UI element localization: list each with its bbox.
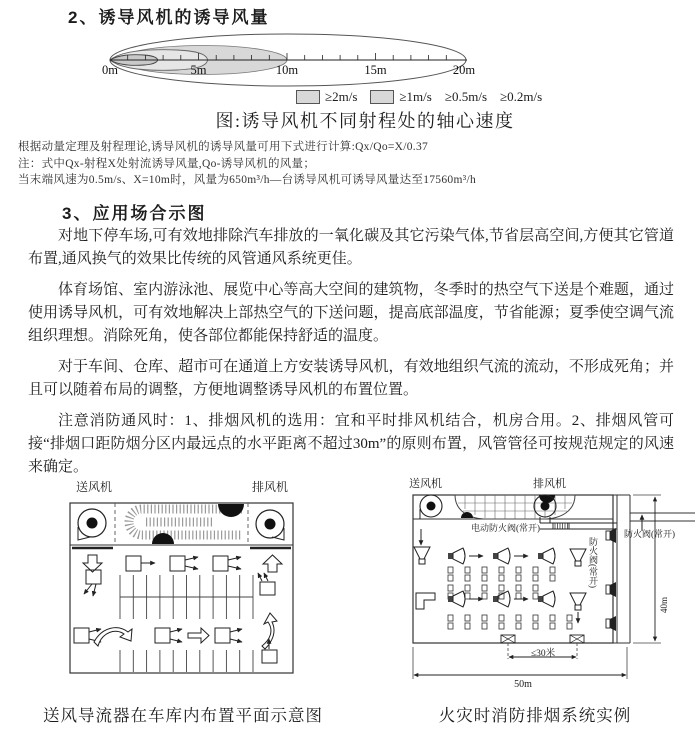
axis-tick-20m: 20m [452,63,476,77]
section2-heading: 2、诱导风机的诱导风量 [68,8,270,27]
air-distribution-grid [455,495,575,519]
gray-swatch-icon [370,90,394,104]
legend-item [500,89,542,105]
hollow-up-arrow-icon [263,555,282,572]
electric-fire-damper-icon [555,523,568,529]
nozzle-row-top [126,556,241,571]
wall-damper-icon [606,582,616,597]
electric-fire-damper-label: 电动防火阀(常开) [471,523,540,533]
note-line: 注：式中Qx-射程X处射流诱导风量,Qo-诱导风机的风量； [18,157,316,170]
axis-tick-5m: 5m [190,63,207,77]
exhaust-collector-icon [570,593,586,610]
induction-fan-row-1 [448,548,586,566]
smoke-exhaust-diagram [403,473,700,703]
floor-exhaust-grilles [501,635,584,643]
smoke-duct [540,523,617,529]
paragraph: 注意消防通风时：1、排烟风机的选用：宜和平时排风机结合，机房合用。2、排烟风管可接“排烟口距防烟分区内最远点的水平距离不超过30m”的原则布置，风管管径可按规范规定的风速来确定。 [28,413,674,475]
supply-fan-label: 送风机 [409,478,442,490]
hollow-down-arrow-icon [83,555,102,572]
curved-hollow-arrow-icon [94,628,132,646]
legend-label: ≥1m/s [399,89,432,104]
legend-item [370,89,431,105]
right-diagram-caption: 火灾时消防排烟系统实例 [438,706,632,725]
dim-30m-label: ≤30米 [530,649,556,659]
wall-damper-icon [606,616,616,631]
sprinkler-row-a [448,567,555,581]
shaft-duct [613,495,695,643]
left-diagram-caption: 送风导流器在车库内布置平面示意图 [43,706,323,725]
legend-label: ≥0.2m/s [500,89,543,104]
legend-label: ≥2m/s [325,89,358,104]
exhaust-fan-icon [256,510,284,540]
parking-stalls-lower [120,650,253,672]
note-line: 根据动量定理及射程理论,诱导风机的诱导风量可用下式进行计算:Qx/Qo=X/0.37 [18,141,429,153]
sprinkler-row-c [448,615,572,629]
dim-40m-label: 40m [659,596,669,613]
velocity-legend [296,89,542,105]
body-text [28,225,674,487]
supply-outlet-icon [414,547,430,564]
nozzle-up-bottom-right [262,639,277,663]
legend-label: ≥0.5m/s [444,89,488,104]
axis-tick-10m: 10m [275,63,299,77]
dimension-40m [633,495,661,643]
legend-item [296,89,357,105]
parking-stalls-upper [120,575,253,619]
supply-fan-icon [78,509,106,540]
exhaust-fan-label: 排风机 [252,480,289,494]
paragraph: 对地下停车场,可有效地排除汽车排放的一氧化碳及其它污染气体,节省层高空间,方便其它管道布置,通风换气的效果比传统的风管通风系统更佳。 [28,228,674,267]
fire-damper-label: 防火阀(常开) [624,529,675,539]
exhaust-collector-icon [570,549,586,566]
supply-fan-label: 送风机 [76,480,113,494]
dim-50m-label: 50m [514,679,532,690]
duct-elbow-icon [416,593,435,609]
gray-swatch-icon [296,90,320,104]
figure-caption: 图:诱导风机不同射程处的轴心速度 [215,111,515,131]
exhaust-fan-label: 排风机 [533,478,566,490]
hollow-right-arrow-icon [188,628,209,643]
axis-tick-15m: 15m [364,63,387,77]
formula-notes [18,139,476,189]
note-line: 当末端风速为0.5m/s、X=10m时，风量为650m³/h—台诱导风机可诱导风量达至17560m³/h [18,174,476,186]
nozzle-up-right [258,573,275,595]
induction-fan-row-2 [416,591,586,623]
supply-fan-icon [420,495,442,519]
fire-damper-vertical-label: 防火阀(常开) [588,537,598,588]
axis-tick-0m: 0m [102,63,118,77]
room-outline [413,495,613,643]
airflow-hatch-band [129,504,244,544]
paragraph: 体育场馆、室内游泳池、展览中心等高大空间的建筑物，冬季时的热空气下送是个难题，通过使用诱导风机，可有效地解决上部热空气的下送问题，提高底部温度，节省能源；夏季使空调气流组织理想。消除死角，使各部位都能保持舒适的温度。 [28,282,674,344]
smoke-exhaust-svg [403,473,700,703]
garage-layout-svg [60,478,310,678]
nozzle-down-left [84,570,101,596]
section3-heading: 3、应用场合示图 [62,204,207,223]
wall-damper-icon [606,528,616,543]
garage-layout-diagram [60,478,310,678]
jet-velocity-figure [92,28,492,90]
legend-item [445,89,487,105]
paragraph: 对于车间、仓库、超市可在通道上方安装诱导风机，有效地组织气流的流动，不形成死角；并且可以随着布局的调整，方便地调整诱导风机的布置位置。 [28,359,674,398]
